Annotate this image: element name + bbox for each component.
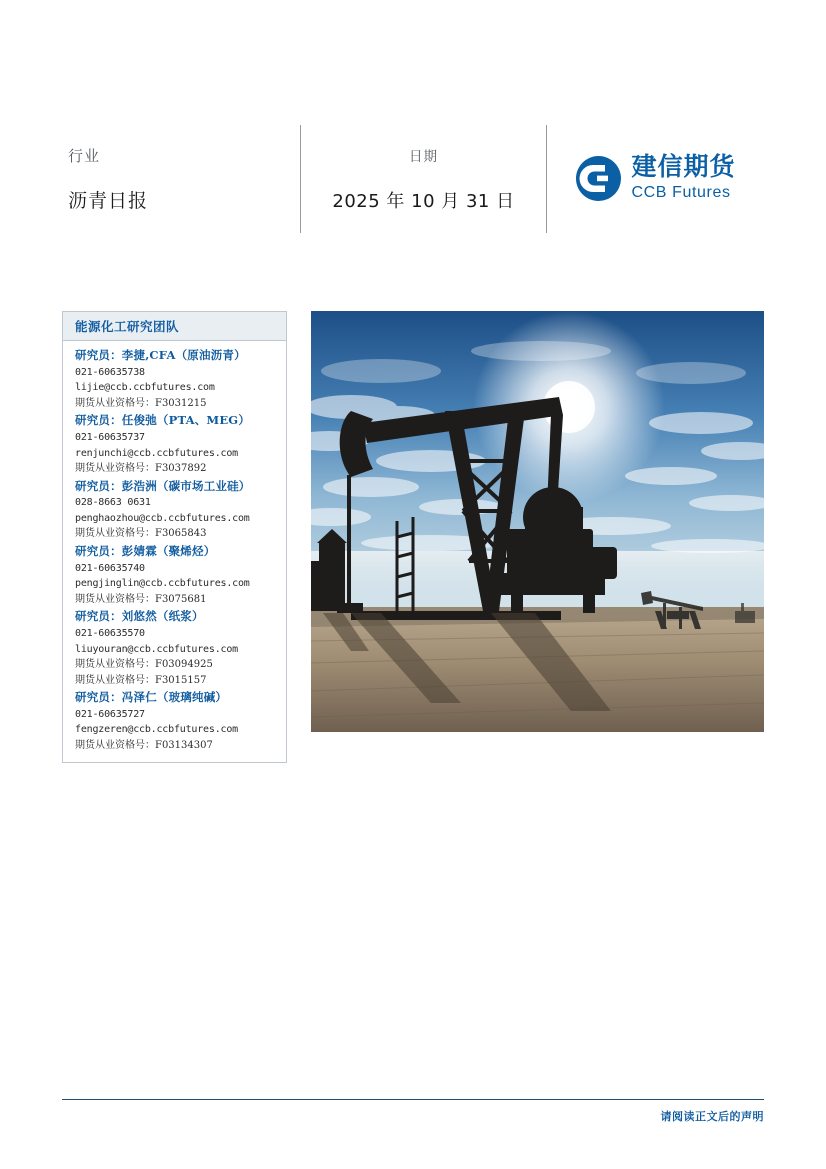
header-logo-column xyxy=(547,125,764,233)
team-panel-title: 能源化工研究团队 xyxy=(63,312,286,341)
member-name: 研究员：彭婧霖（聚烯烃） xyxy=(75,543,216,558)
member-phone: 021-60635727 xyxy=(75,708,145,720)
member-license-secondary: 期货从业资格号：F3015157 xyxy=(75,674,207,686)
member-name: 研究员：任俊弛（PTA、MEG） xyxy=(75,413,251,428)
list-item xyxy=(75,608,278,688)
member-phone: 028-8663 0631 xyxy=(75,497,151,509)
footer-disclaimer-note: 请阅读正文后的声明 xyxy=(660,1110,764,1123)
header-industry-column xyxy=(62,125,300,233)
list-item xyxy=(75,412,278,476)
date-value: 2025 年 10 月 31 日 xyxy=(332,191,515,212)
report-header xyxy=(62,125,764,233)
list-item xyxy=(75,347,278,411)
member-license: 期货从业资格号：F03134307 xyxy=(75,739,213,751)
member-email: renjunchi@ccb.ccbfutures.com xyxy=(75,447,238,459)
brand-name-cn: 建信期货 xyxy=(631,151,736,181)
member-name: 研究员：彭浩洲（碳市场工业硅） xyxy=(75,478,251,493)
member-license: 期货从业资格号：F3037892 xyxy=(75,463,207,475)
oil-pumpjack-photo xyxy=(311,311,764,732)
member-name: 研究员：李捷,CFA（原油沥青） xyxy=(75,348,246,362)
member-email: fengzeren@ccb.ccbfutures.com xyxy=(75,724,238,736)
header-date-column xyxy=(301,125,546,233)
list-item xyxy=(75,689,278,753)
page-title: 沥青日报 xyxy=(68,190,149,212)
member-name: 研究员：冯泽仁（玻璃纯碱） xyxy=(75,690,228,705)
member-name: 研究员：刘悠然（纸浆） xyxy=(75,609,204,624)
member-phone: 021-60635737 xyxy=(75,432,145,444)
member-license: 期货从业资格号：F3075681 xyxy=(75,593,207,605)
brand-logo-text xyxy=(631,151,736,204)
member-email: lijie@ccb.ccbfutures.com xyxy=(75,382,215,394)
member-email: pengjinglin@ccb.ccbfutures.com xyxy=(75,578,250,590)
list-item xyxy=(75,478,278,542)
brand-name-en: CCB Futures xyxy=(631,184,731,202)
industry-label: 行业 xyxy=(68,147,101,165)
member-email: liuyouran@ccb.ccbfutures.com xyxy=(75,643,238,655)
member-phone: 021-60635570 xyxy=(75,628,145,640)
research-team-panel xyxy=(62,311,287,763)
member-license: 期货从业资格号：F3031215 xyxy=(75,397,207,409)
member-phone: 021-60635740 xyxy=(75,562,145,574)
footer-divider xyxy=(62,1099,764,1100)
member-phone: 021-60635738 xyxy=(75,366,145,378)
team-member-list xyxy=(63,341,286,762)
member-license: 期货从业资格号：F03094925 xyxy=(75,659,213,671)
date-label: 日期 xyxy=(409,149,438,165)
member-license: 期货从业资格号：F3065843 xyxy=(75,528,207,540)
ccb-futures-logo-mark-icon xyxy=(575,155,622,202)
brand-logo xyxy=(575,151,736,204)
list-item xyxy=(75,543,278,607)
member-email: penghaozhou@ccb.ccbfutures.com xyxy=(75,512,250,524)
